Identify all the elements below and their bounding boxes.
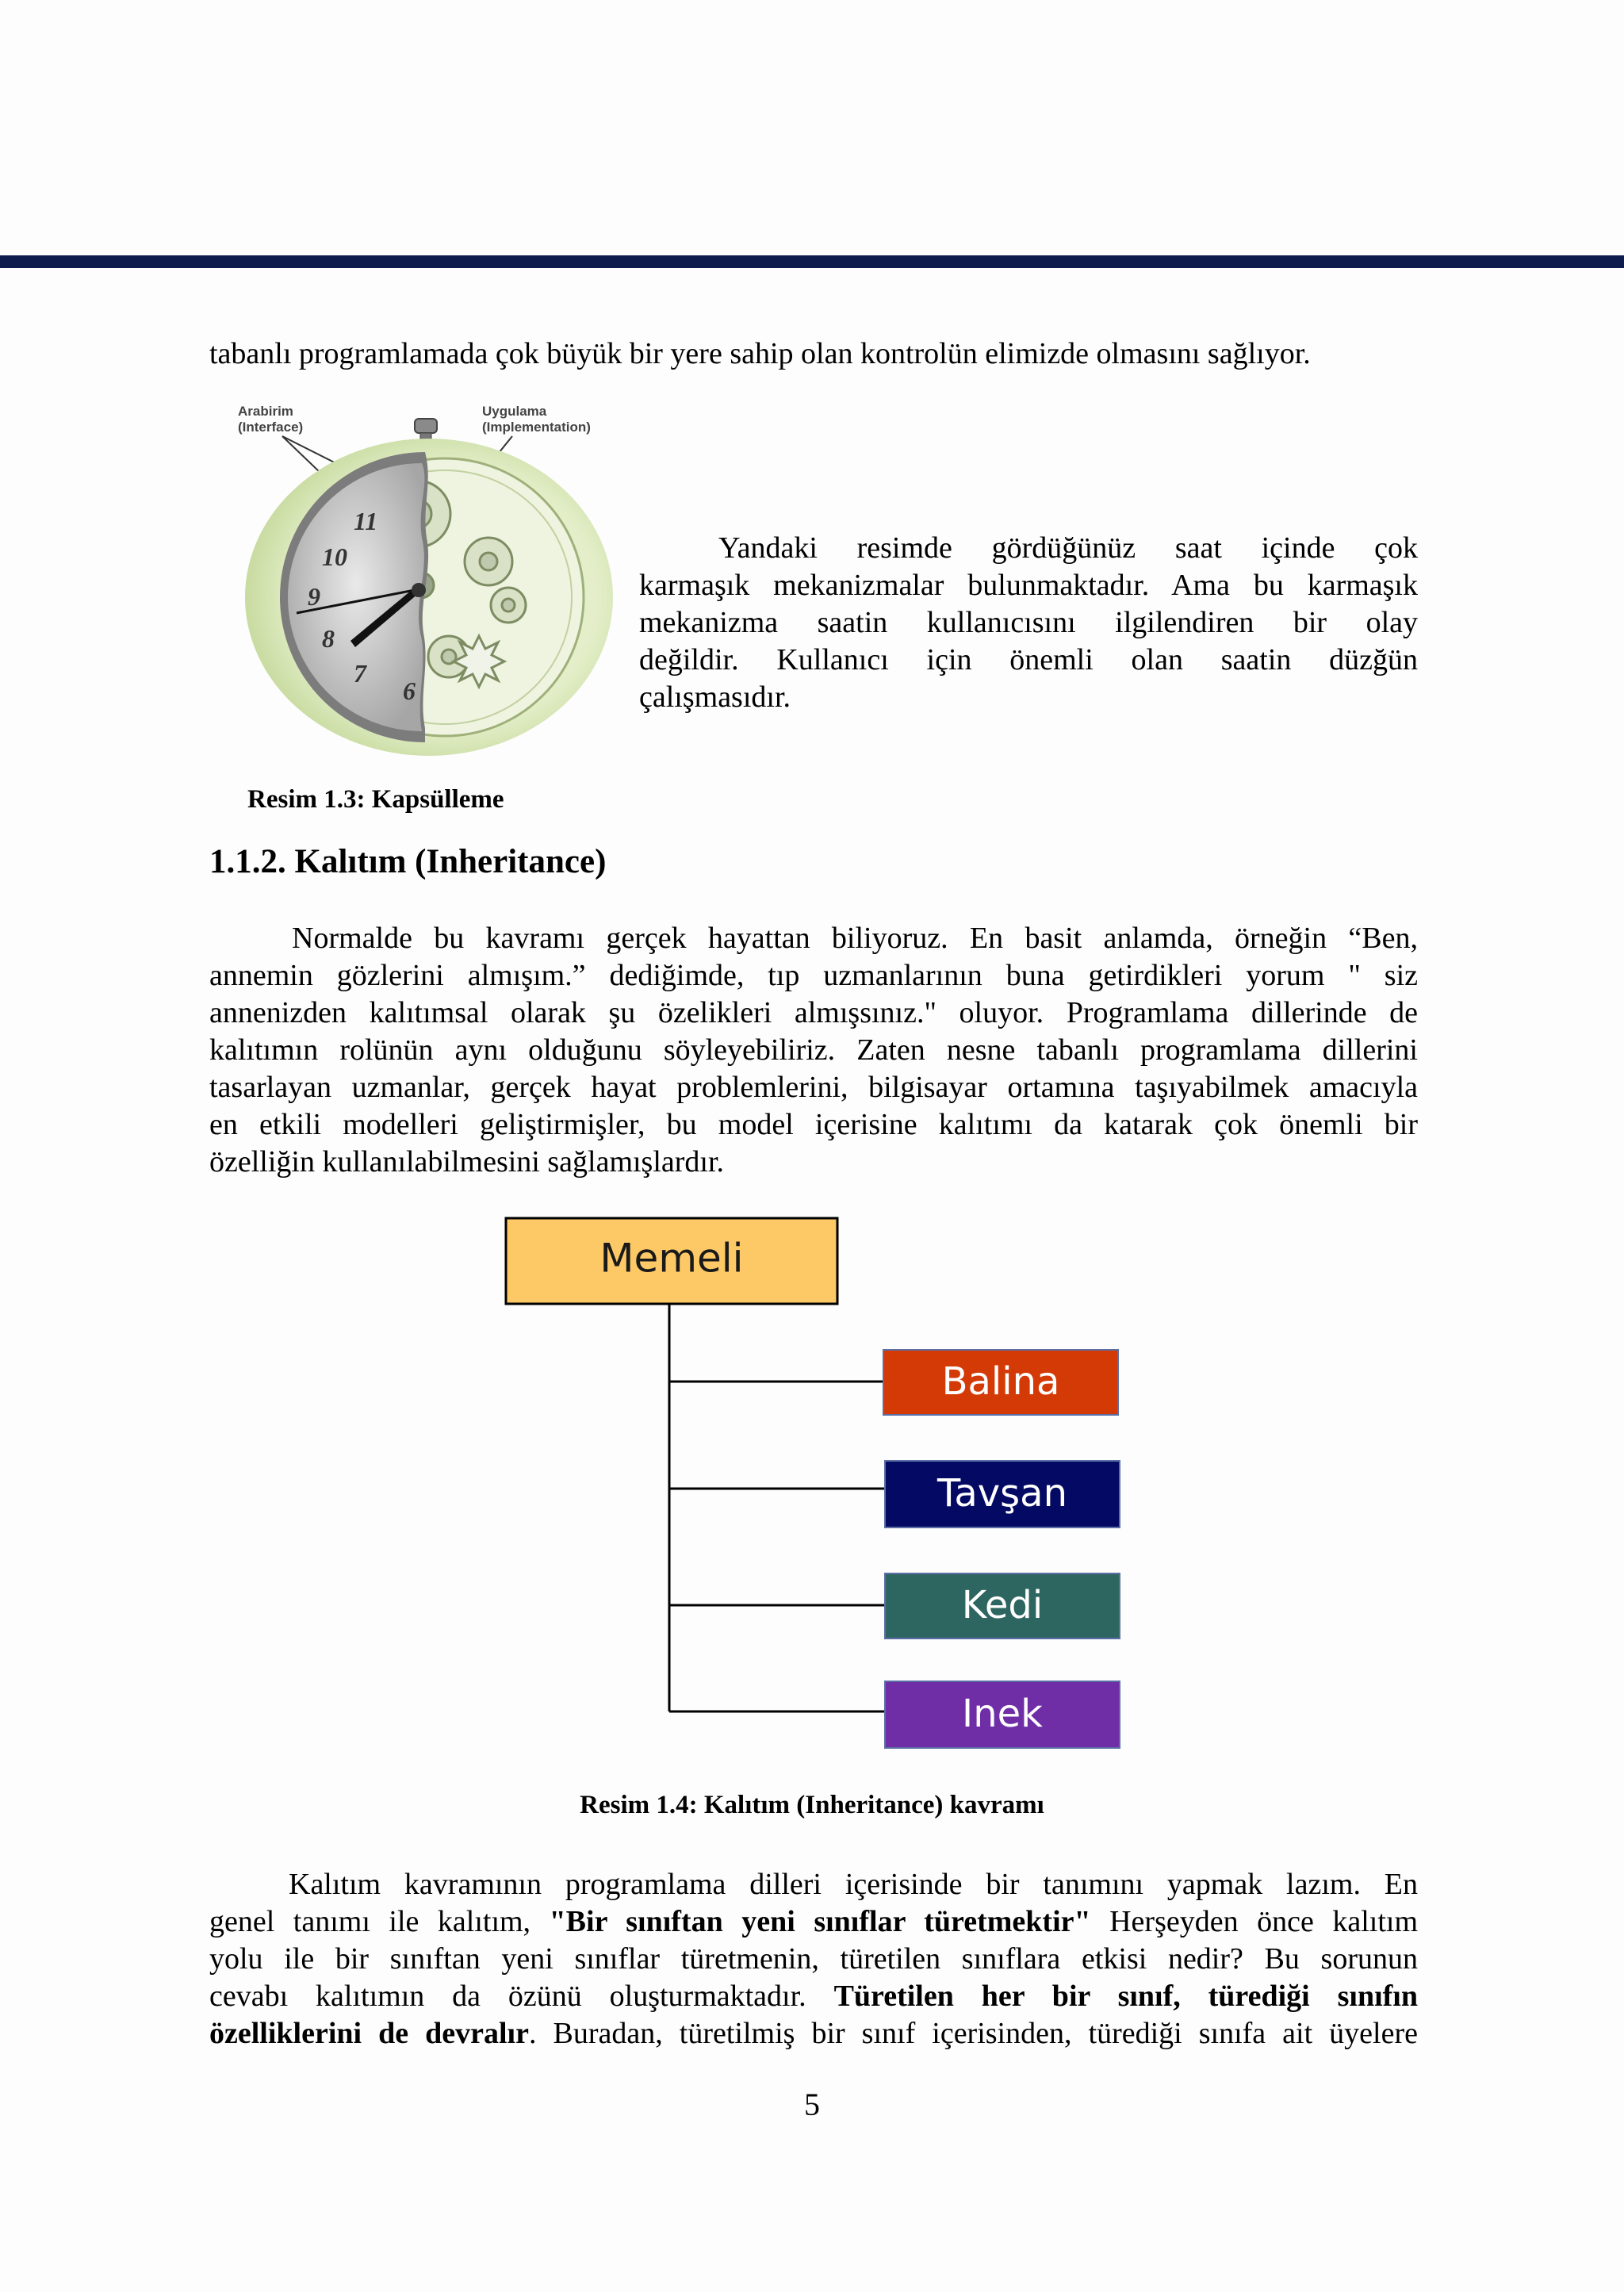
kedi-node-label: Kedi <box>961 1583 1044 1627</box>
paragraph2-line: Kalıtım kavramının programlama dilleri içerisinde bir tanımını yapmak lazım. En <box>289 1868 1418 1901</box>
implementation-label: Uygulama <box>482 404 547 419</box>
encapsulation-clock-figure <box>235 395 623 760</box>
clock-numeral: 7 <box>354 659 366 688</box>
paragraph1-line: annenizden kalıtımsal olarak şu özelikleri almışsınız." oluyor. Programlama dillerinde de <box>209 996 1418 1029</box>
side-text-line: Yandaki resimde gördüğünüz saat içinde çok <box>718 531 1418 565</box>
paragraph2-bold-text: Türetilen her bir sınıf, türediği sınıfın <box>833 1980 1418 2013</box>
page-number: 5 <box>804 2087 820 2122</box>
side-text-line: değildir. Kullanıcı için önemli olan saatin düzğün <box>639 643 1418 676</box>
paragraph2-text: genel tanımı ile kalıtım, <box>209 1905 550 1938</box>
paragraph2-line: yolu ile bir sınıftan yeni sınıflar türetmenin, türetilen sınıflara etkisi nedir? Bu sorunun <box>209 1942 1418 1976</box>
paragraph2-bold-text: özelliklerini de devralır <box>209 2017 529 2050</box>
side-text-line: mekanizma saatin kullanıcısını ilgilendiren bir olay <box>639 606 1418 639</box>
paragraph1-line: Normalde bu kavramı gerçek hayattan biliyoruz. En basit anlamda, örneğin “Ben, <box>292 922 1418 955</box>
figure1-caption: Resim 1.3: Kapsülleme <box>247 785 504 814</box>
clock-numeral: 11 <box>354 507 378 535</box>
balina-node-label: Balina <box>941 1359 1060 1404</box>
paragraph2-text: . Buradan, türetilmiş bir sınıf içerisinden, türediği sınıfa ait üyelere <box>528 2017 1418 2050</box>
crown-icon <box>415 419 437 433</box>
intro-line: tabanlı programlamada çok büyük bir yere sahip olan kontrolün elimizde olmasını sağlıyor. <box>209 337 1311 370</box>
paragraph1-line: tasarlayan uzmanlar, gerçek hayat problemlerini, bilgisayar ortamına taşıyabilmek amacıyla <box>209 1071 1418 1104</box>
paragraph1-line: kalıtımın rolünün aynı olduğunu söyleyebiliriz. Zaten nesne tabanlı programlama dillerini <box>209 1033 1418 1067</box>
paragraph1-line: en etkili modelleri geliştirmişler, bu model içerisine kalıtımı da katarak çok önemli bir <box>209 1108 1418 1141</box>
header-rule <box>0 255 1624 268</box>
side-text-line: çalışmasıdır. <box>639 680 791 714</box>
implementation-label-sub: (Implementation) <box>482 420 591 435</box>
figure2-caption: Resim 1.4: Kalıtım (Inheritance) kavramı <box>580 1791 1044 1819</box>
clock-numeral: 8 <box>322 624 335 653</box>
tavsan-node-label: Tavşan <box>936 1471 1068 1516</box>
paragraph2-line <box>209 2015 1418 2052</box>
side-text-line: karmaşık mekanizmalar bulunmaktadır. Ama bu karmaşık <box>639 569 1418 602</box>
inheritance-diagram <box>504 1217 1123 1756</box>
section-heading: 1.1.2. Kalıtım (Inheritance) <box>209 843 607 880</box>
paragraph2-line <box>209 1978 1418 2014</box>
inek-node-label: Inek <box>962 1692 1043 1736</box>
clock-numeral: 9 <box>308 582 320 611</box>
interface-label: Arabirim <box>238 404 293 419</box>
memeli-node-label: Memeli <box>599 1235 744 1282</box>
paragraph1-line: annemin gözlerini almışım.” dediğimde, tıp uzmanlarının buna getirdikleri yorum " siz <box>209 959 1418 992</box>
paragraph2-text: cevabı kalıtımın da özünü oluşturmaktadır. <box>209 1980 834 2013</box>
paragraph2-line <box>209 1903 1418 1940</box>
paragraph2-text: Herşeyden önce kalıtım <box>1090 1905 1418 1938</box>
interface-label-sub: (Interface) <box>238 420 304 435</box>
clock-numeral: 6 <box>403 676 416 705</box>
clock-numeral: 10 <box>322 542 347 571</box>
paragraph2-bold-text: "Bir sınıftan yeni sınıflar türetmektir" <box>549 1905 1091 1938</box>
paragraph1-line: özelliğin kullanılabilmesini sağlamışlardır. <box>209 1145 725 1179</box>
